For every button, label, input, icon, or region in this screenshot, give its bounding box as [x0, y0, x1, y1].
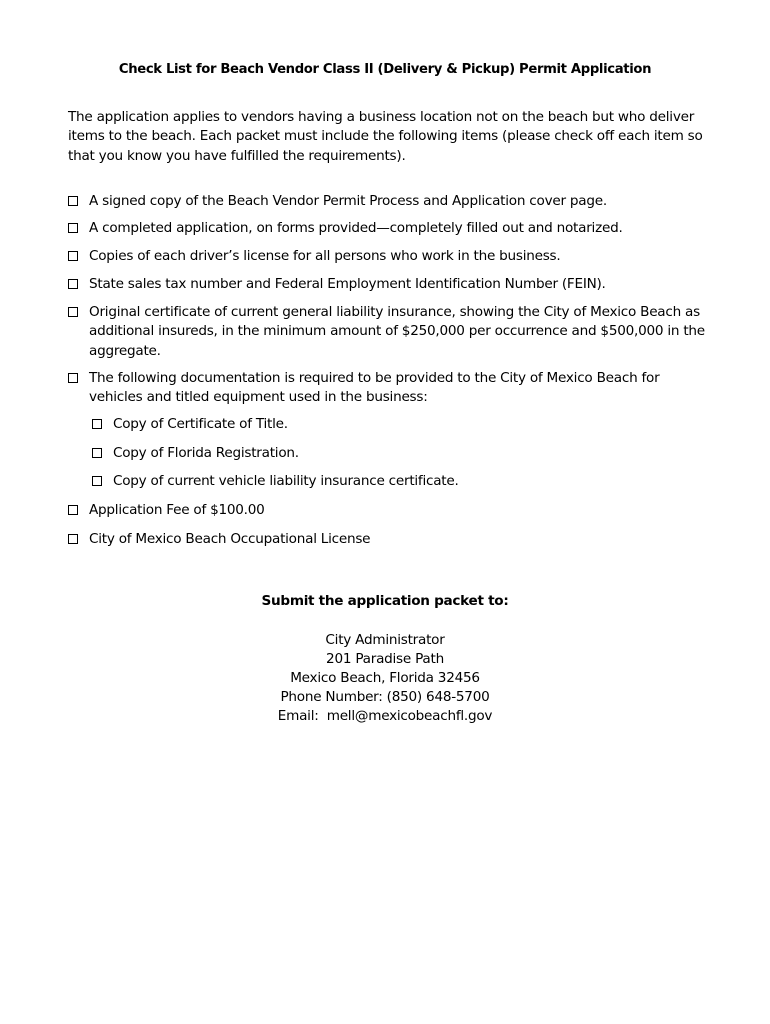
- checklist-item-vehicle-documentation: [68, 369, 708, 408]
- checklist-item-liability-insurance: [68, 303, 708, 361]
- sub-checklist-item-text: Copy of Certificate of Title.: [113, 416, 288, 432]
- sub-checklist-item-text: Copy of current vehicle liability insurance certificate.: [113, 473, 459, 489]
- checkbox[interactable]: [68, 307, 78, 317]
- sub-checklist-item-registration: [92, 444, 708, 463]
- checklist-item-cover-page: [68, 192, 708, 211]
- checklist-item-text: State sales tax number and Federal Employment Identification Number (FEIN).: [89, 276, 606, 292]
- mailing-address: [0, 631, 770, 726]
- checklist-item-text: Original certificate of current general liability insurance, showing the City of Mexico Beach as additional insureds, in the minimum amount of $250,000 per occurrence and $500,000 in the aggregate.: [89, 304, 705, 359]
- checklist-item-text: A signed copy of the Beach Vendor Permit Process and Application cover page.: [89, 193, 607, 209]
- address-email: Email: mell@mexicobeachfl.gov: [277, 707, 493, 724]
- checklist-item-text: Copies of each driver’s license for all persons who work in the business.: [89, 248, 561, 264]
- checkbox[interactable]: [68, 223, 78, 233]
- address-phone: Phone Number: (850) 648-5700: [280, 688, 490, 705]
- address-street: 201 Paradise Path: [326, 650, 444, 667]
- checkbox[interactable]: [68, 251, 78, 261]
- checkbox[interactable]: [92, 419, 102, 429]
- checklist-item-text: The following documentation is required to be provided to the City of Mexico Beach for vehicles and titled equipment used in the business:: [89, 370, 660, 406]
- document-title: Check List for Beach Vendor Class II (Delivery & Pickup) Permit Application: [118, 62, 652, 77]
- intro-paragraph: The application applies to vendors having a business location not on the beach but who deliver items to the beach. Each packet must include the following items (please check off each item so that you know you have fulfilled the requirements).: [68, 109, 703, 164]
- checkbox[interactable]: [68, 196, 78, 206]
- checklist-item-occupational-license: [68, 530, 708, 549]
- checklist-item-text: Application Fee of $100.00: [89, 502, 265, 518]
- checklist-item-tax-number: [68, 275, 708, 294]
- checkbox[interactable]: [68, 279, 78, 289]
- checklist-item-text: City of Mexico Beach Occupational License: [89, 531, 371, 547]
- address-name: City Administrator: [325, 632, 445, 648]
- checkbox[interactable]: [92, 476, 102, 486]
- checklist-item-application-fee: [68, 501, 708, 520]
- sub-checklist-item-text: Copy of Florida Registration.: [113, 445, 299, 461]
- sub-checklist-item-vehicle-insurance: [92, 472, 708, 491]
- sub-checklist-item-title: [92, 415, 708, 434]
- submit-heading: Submit the application packet to:: [261, 593, 509, 609]
- checklist-item-text: A completed application, on forms provided—completely filled out and notarized.: [89, 220, 623, 236]
- checkbox[interactable]: [68, 505, 78, 515]
- checklist-item-drivers-license: [68, 247, 708, 266]
- checklist-item-application: [68, 219, 708, 238]
- checkbox[interactable]: [92, 448, 102, 458]
- checkbox[interactable]: [68, 373, 78, 383]
- address-city: Mexico Beach, Florida 32456: [290, 669, 480, 686]
- checkbox[interactable]: [68, 534, 78, 544]
